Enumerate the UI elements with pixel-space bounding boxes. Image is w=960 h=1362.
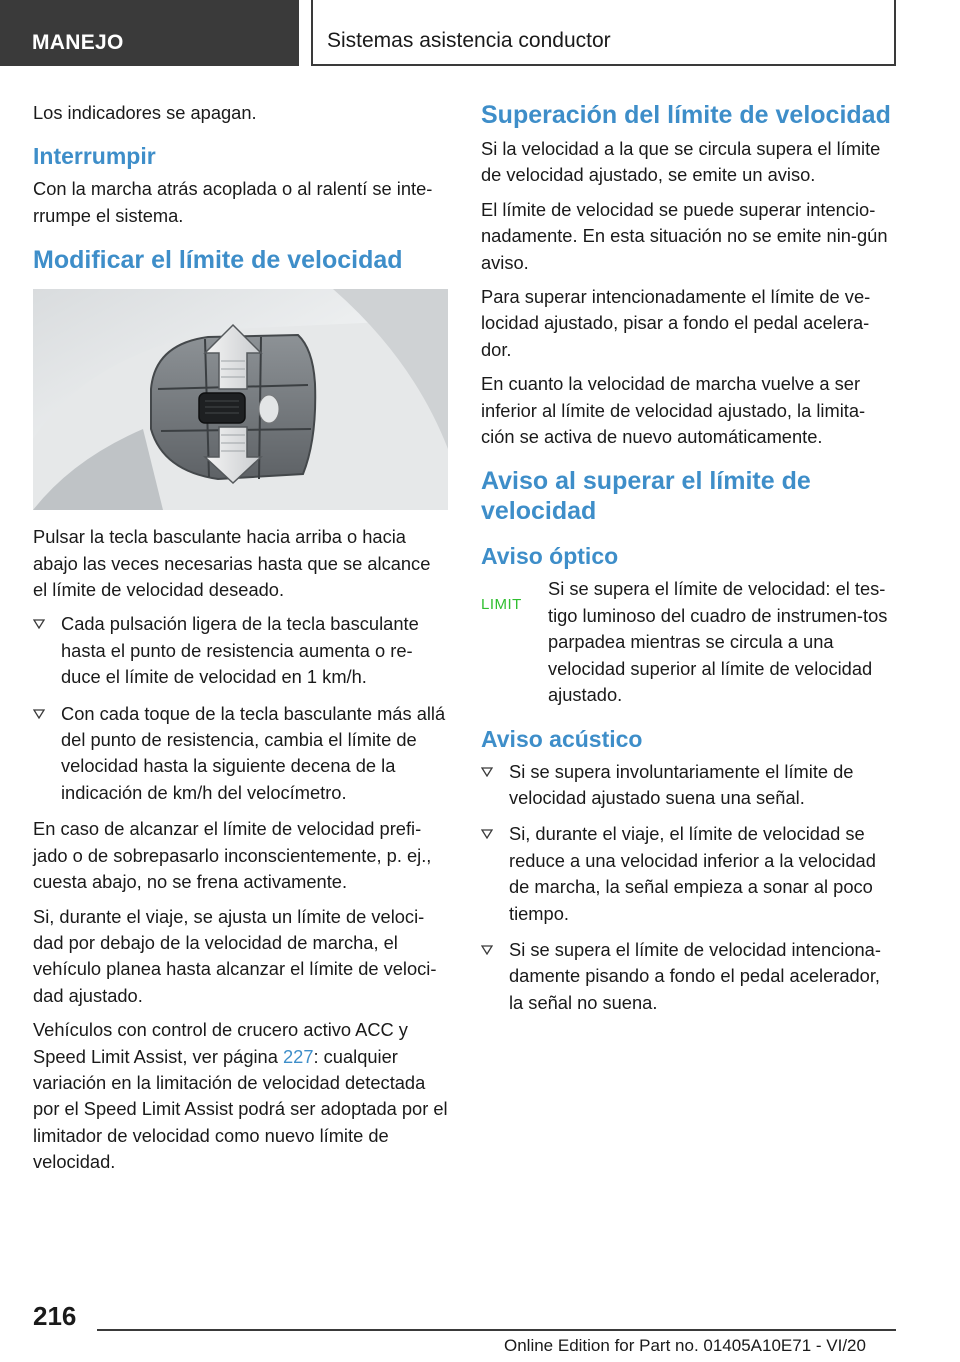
left-bullet-list xyxy=(33,611,448,806)
optico-paragraph-lead xyxy=(548,576,897,708)
footer-divider xyxy=(97,1329,896,1331)
heading-aviso: Aviso al superar el límite de velocidad xyxy=(481,467,811,526)
interrumpir-paragraph: Con la marcha atrás acoplada o al ralentí se inte-rrumpe el sistema. xyxy=(33,178,433,226)
pulsar-paragraph: Pulsar la tecla basculante hacia arriba o hacia abajo las veces necesarias hasta que se alcance el límite de velocidad deseado. xyxy=(33,526,431,601)
heading-interrumpir: Interrumpir xyxy=(33,143,156,170)
list-item-text: Si se supera el límite de velocidad intenciona-damente pisando a fondo el pedal acelerador, la señal no suena. xyxy=(509,938,881,1013)
limit-indicator-icon: LIMIT xyxy=(481,596,522,614)
list-item xyxy=(33,701,448,807)
chapter-title: Sistemas asistencia conductor xyxy=(327,29,611,52)
section-tab xyxy=(0,0,299,66)
superacion-paragraph-2: El límite de velocidad se puede superar intencio-nadamente. En esta situación no se emite nin-gún aviso. xyxy=(481,198,888,273)
vehiculos-text-a: Vehículos con control de crucero activo ACC y Speed Limit Assist, ver página xyxy=(33,1019,408,1067)
list-item-text: Con cada toque de la tecla basculante más allá del punto de resistencia, cambia el límite de velocidad hasta la siguiente decena de la indicación de km/h del velocímetro. xyxy=(61,702,446,803)
si-paragraph: Si, durante el viaje, se ajusta un límite de veloci-dad por debajo de la velocidad de marcha, el vehículo planea hasta alcanzar el límite de veloci-dad ajustado. xyxy=(33,905,437,1006)
page-link[interactable]: 227 xyxy=(282,1045,314,1067)
triangle-bullet-icon xyxy=(481,945,493,955)
triangle-bullet-icon xyxy=(481,829,493,839)
right-bullet-list xyxy=(481,759,897,1017)
list-item xyxy=(481,937,897,1016)
superacion-paragraph-1: Si la velocidad a la que se circula supera el límite de velocidad ajustado, se emite un aviso. xyxy=(481,138,881,186)
heading-acustico: Aviso acústico xyxy=(481,725,643,752)
vehiculos-text-b: : cualquier variación en la limitación de velocidad detectada por el Speed Limit Assist podrá ser adoptada por el limitador de velocidad como nuevo límite de velocidad. xyxy=(33,1045,448,1173)
list-item xyxy=(481,821,897,927)
list-item xyxy=(481,759,897,812)
optico-block xyxy=(481,576,897,708)
list-item-text: Cada pulsación ligera de la tecla basculante hasta el punto de resistencia aumenta o re-duce el límite de velocidad en 1 km/h. xyxy=(61,613,419,688)
steering-wheel-buttons-photo xyxy=(33,289,448,510)
triangle-bullet-icon xyxy=(33,619,45,629)
heading-superacion: Superación del límite de velocidad xyxy=(481,101,891,129)
vehiculos-paragraph xyxy=(33,1017,448,1175)
page-number: 216 xyxy=(33,1301,77,1331)
intro-paragraph: Los indicadores se apagan. xyxy=(33,102,257,123)
section-title: MANEJO xyxy=(32,31,124,54)
triangle-bullet-icon xyxy=(481,767,493,777)
list-item-text: Si se supera involuntariamente el límite de velocidad ajustado suena una señal. xyxy=(509,760,854,808)
list-item-text: Si, durante el viaje, el límite de velocidad se reduce a una velocidad inferior a la velocidad de marcha, la señal empieza a sonar al poco tiempo. xyxy=(509,823,876,924)
superacion-paragraph-3: Para superar intencionadamente el límite de ve-locidad ajustado, pisar a fondo el pedal acelera-dor. xyxy=(481,286,871,360)
triangle-bullet-icon xyxy=(33,709,45,719)
left-column xyxy=(33,100,448,1184)
heading-modificar: Modificar el límite de velocidad xyxy=(33,246,403,275)
right-column xyxy=(481,100,897,1026)
edition-text: Online Edition for Part no. 01405A10E71 - VI/20 xyxy=(504,1336,866,1355)
chapter-tab xyxy=(311,0,896,66)
heading-optico: Aviso óptico xyxy=(481,543,619,570)
caso-paragraph: En caso de alcanzar el límite de velocidad prefi-jado o de sobrepasarlo inconscientemente, p. ej., cuesta abajo, no se frena activamente. xyxy=(33,818,432,893)
superacion-paragraph-4: En cuanto la velocidad de marcha vuelve a ser inferior al límite de velocidad ajustado, la limita-ción se activa de nuevo automáticamente. xyxy=(481,373,866,448)
optico-text: Si se supera el límite de velocidad: el tes-tigo luminoso del cuadro de instrumen-tos parpadea mientras se circula a una velocidad superior al límite de velocidad ajustado. xyxy=(548,578,888,706)
list-item xyxy=(33,611,448,690)
